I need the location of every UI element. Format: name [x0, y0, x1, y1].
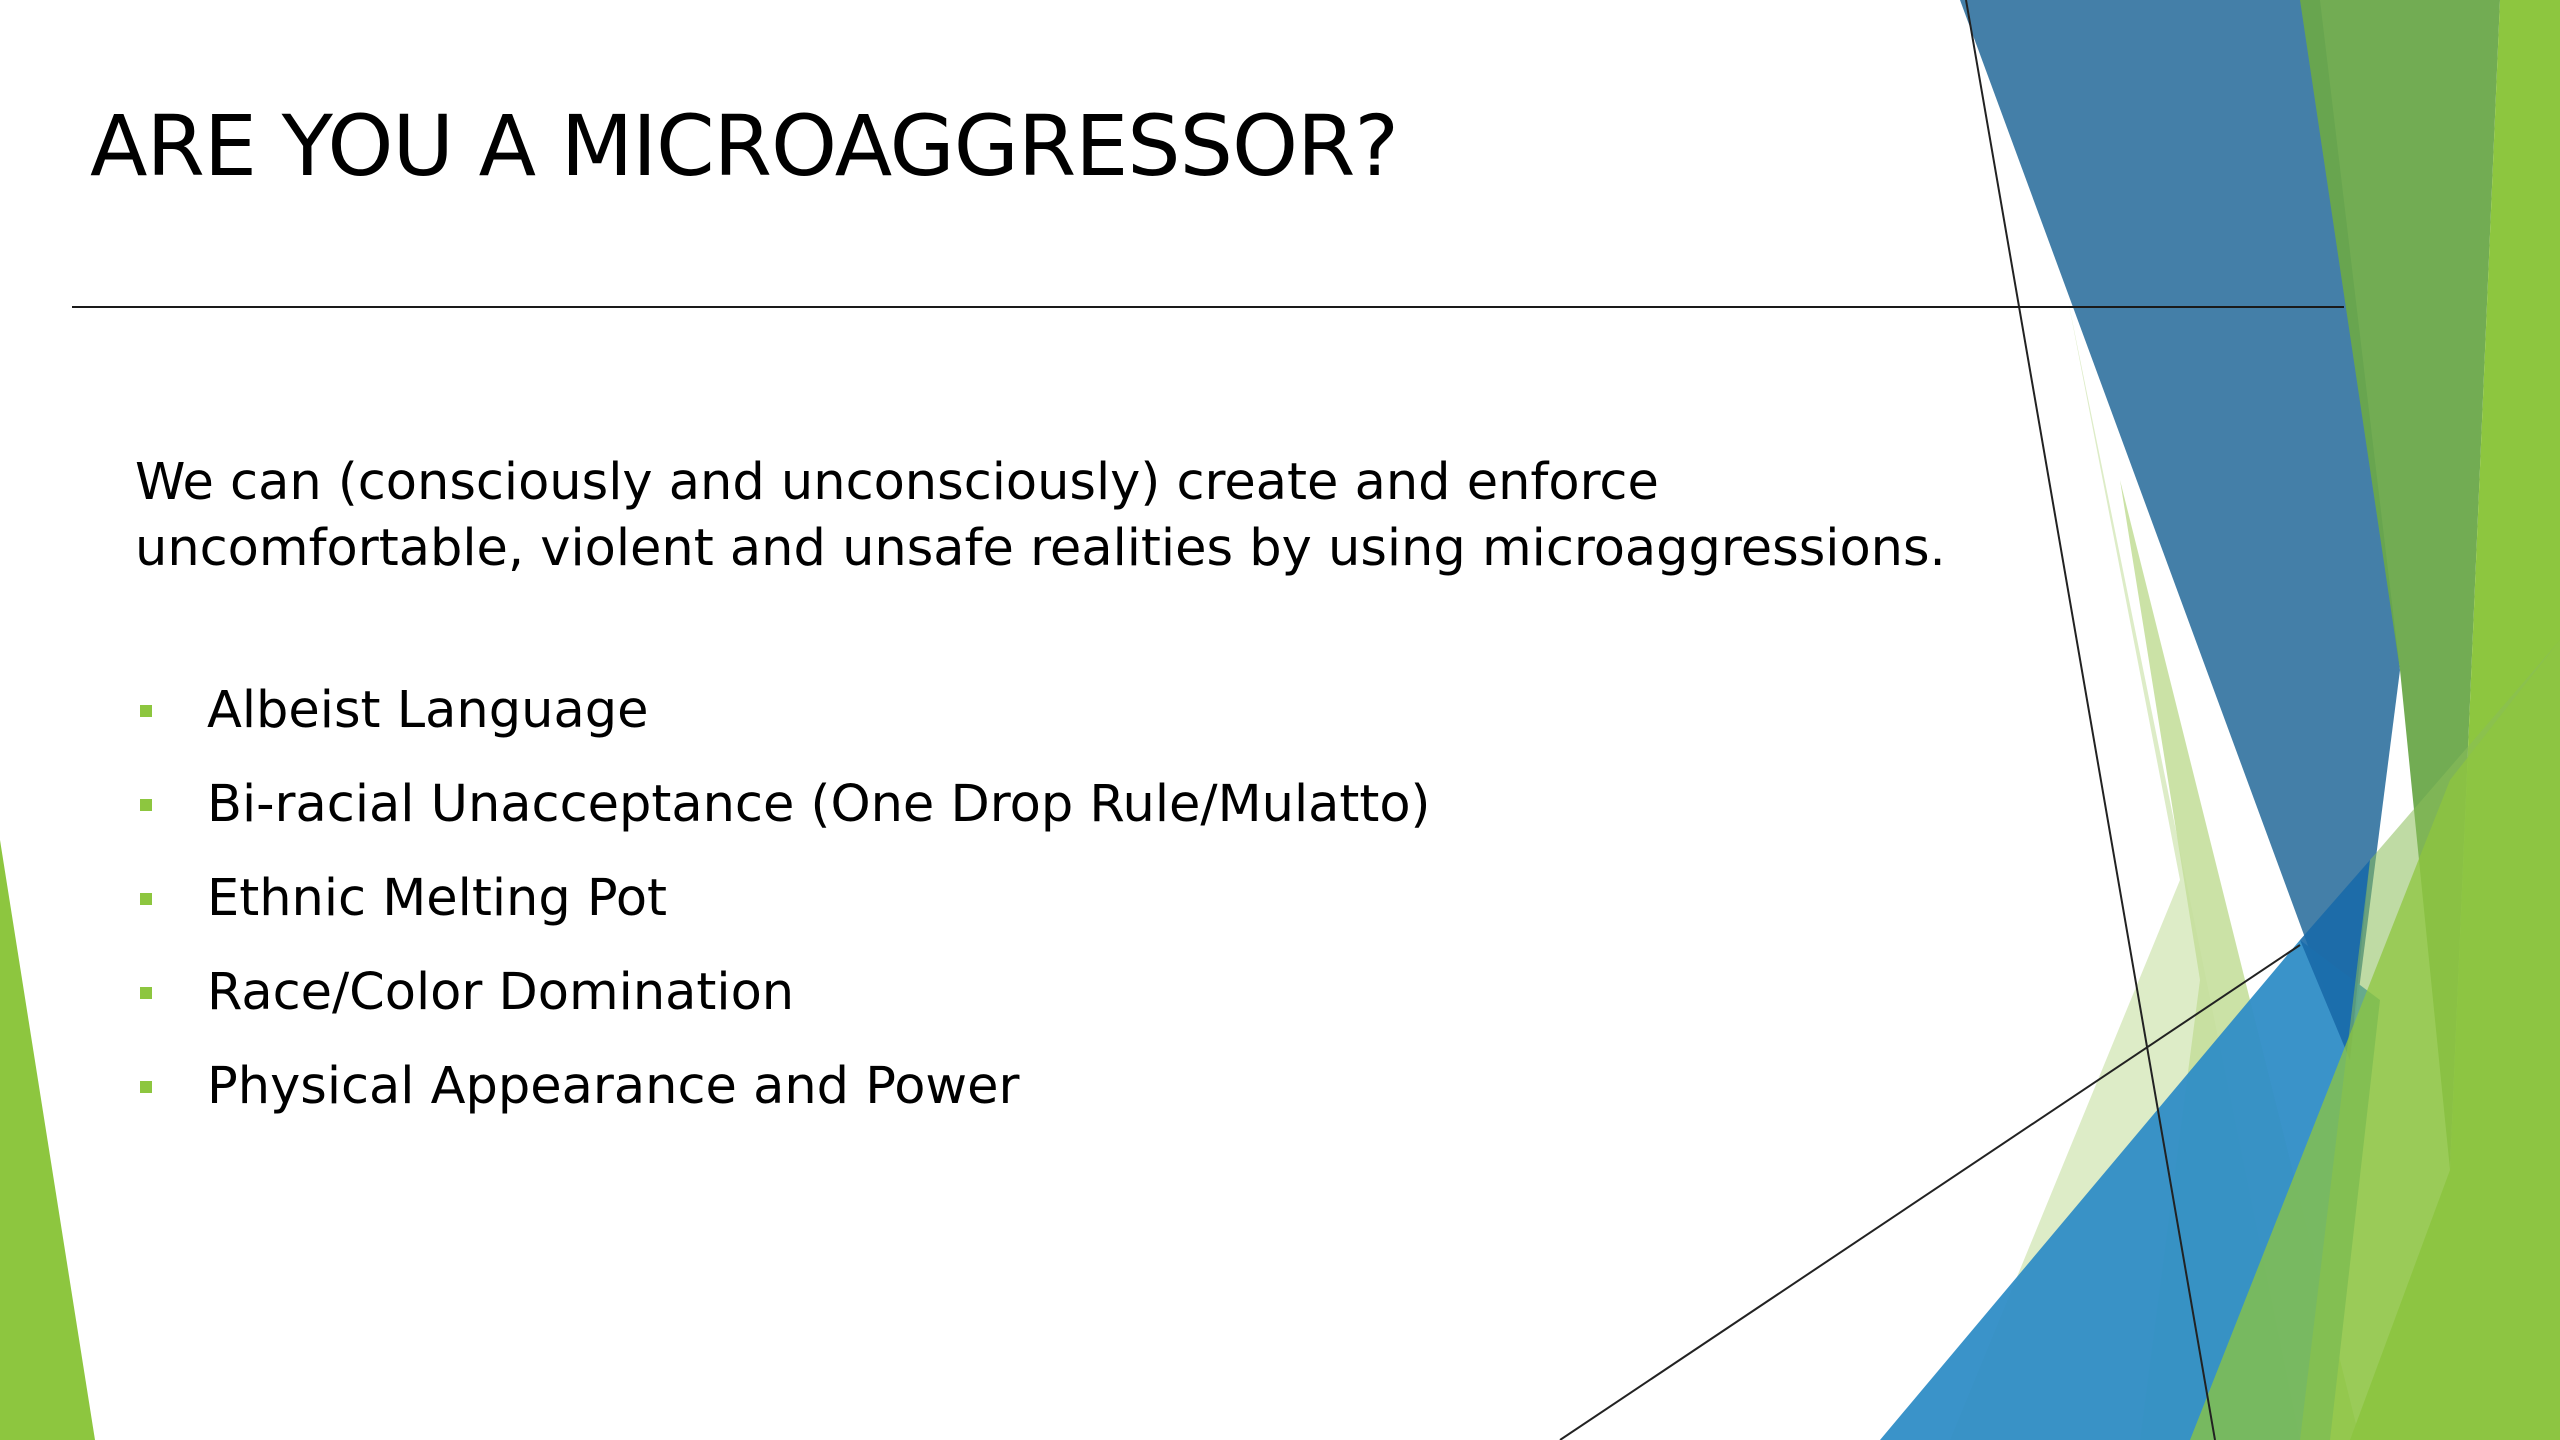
list-item-label: Albeist Language: [207, 681, 649, 740]
left-green-shape: [0, 840, 95, 1440]
list-item: [135, 769, 1430, 863]
list-item-label: Bi-racial Unacceptance (One Drop Rule/Mulatto): [207, 775, 1431, 834]
square-bullet-icon: [140, 987, 152, 999]
list-item-label: Ethnic Melting Pot: [207, 869, 668, 928]
list-item: [135, 675, 1430, 769]
square-bullet-icon: [140, 705, 152, 717]
intro-line-1: We can (consciously and unconsciously) create and enforce: [135, 453, 1659, 512]
square-bullet-icon: [140, 893, 152, 905]
title-divider: [72, 306, 2344, 308]
list-item: [135, 1051, 1430, 1145]
slide-title: ARE YOU A MICROAGGRESSOR?: [90, 97, 1399, 195]
intro-line-2: uncomfortable, violent and unsafe realities by using microaggressions.: [135, 519, 1946, 578]
square-bullet-icon: [140, 799, 152, 811]
list-item: [135, 957, 1430, 1051]
list-item: [135, 863, 1430, 957]
list-item-label: Race/Color Domination: [207, 963, 795, 1022]
intro-paragraph: [135, 450, 2035, 582]
list-item-label: Physical Appearance and Power: [207, 1057, 1020, 1116]
square-bullet-icon: [140, 1081, 152, 1093]
bullet-list: [135, 675, 1430, 1145]
